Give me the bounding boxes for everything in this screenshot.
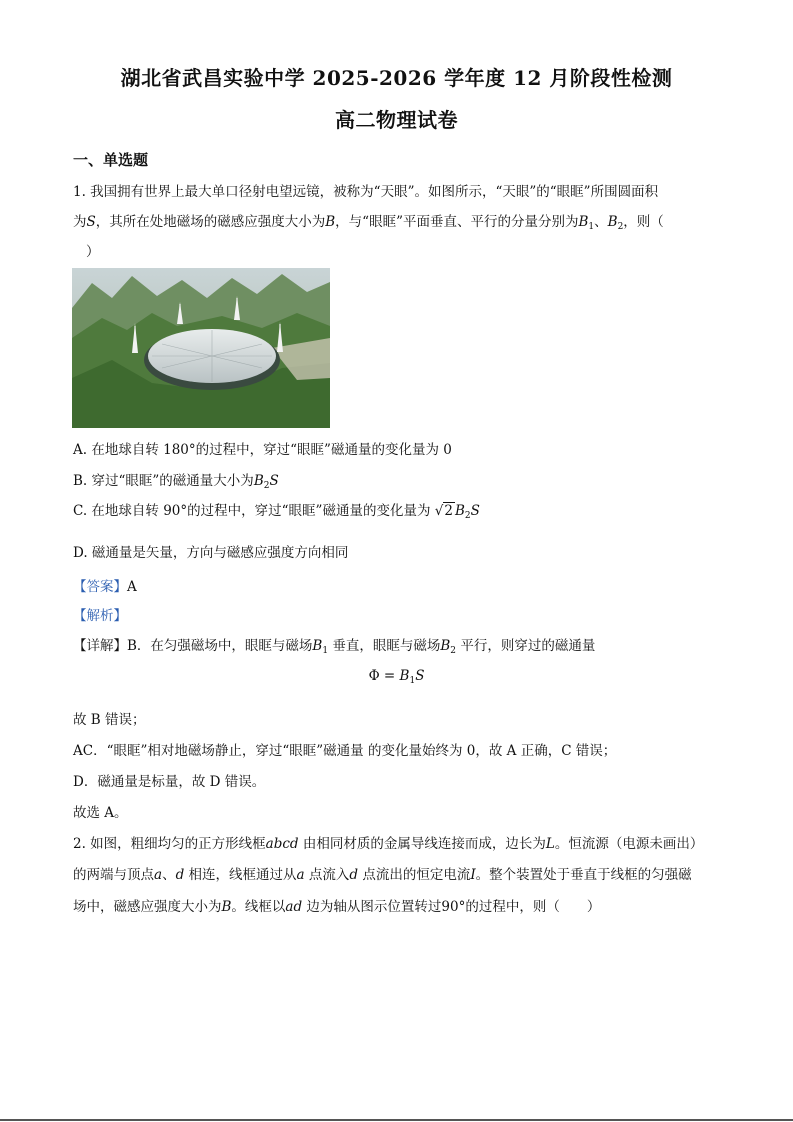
q2-stem-line1: 2. 如图，粗细均匀的正方形线框abcd 由相同材质的金属导线连接而成，边长为L。恒流源（电源未画出） bbox=[73, 836, 704, 852]
page-title: 湖北省武昌实验中学 2025-2026 学年度 12 月阶段性检测 bbox=[120, 66, 673, 90]
q1-stem-line1: 1. 我国拥有世界上最大单口径射电望远镜，被称为“天眼”。如图所示，“天眼”的“眼眶”所围圆面积 bbox=[73, 184, 659, 200]
page-bottom-rule bbox=[0, 1119, 793, 1121]
q1-formula: $\Phi = B_1S$ bbox=[368, 668, 425, 686]
q1-stem-line3: ） bbox=[86, 244, 100, 260]
page-subtitle: 高二物理试卷 bbox=[335, 108, 458, 132]
q1-stem-line2: 为S，其所在处地磁场的磁感应强度大小为B，与“眼眶”平面垂直、平行的分量分别为$B_1$、$B_2$，则（ bbox=[73, 214, 664, 232]
q1-option-a: A. 在地球自转 180°的过程中，穿过“眼眶”磁通量的变化量为 0 bbox=[73, 442, 452, 458]
q1-option-c: C. 在地球自转 90°的过程中，穿过“眼眶”磁通量的变化量为 √2 $B_2S$ bbox=[73, 503, 480, 521]
q1-b-wrong: 故 B 错误； bbox=[73, 712, 146, 728]
q2-stem-line2: 的两端与顶点a、d 相连，线框通过从a 点流入d 点流出的恒定电流I。整个装置处于垂直于线框的匀强磁 bbox=[73, 867, 692, 883]
telescope-photo bbox=[72, 268, 330, 428]
q1-answer: 【答案】A bbox=[73, 579, 137, 595]
section-heading: 一、单选题 bbox=[73, 151, 149, 169]
q1-detail: 【详解】B．在匀强磁场中，眼眶与磁场$B_1$ 垂直，眼眶与磁场$B_2$ 平行，则穿过的磁通量 bbox=[73, 638, 596, 656]
q1-d-explanation: D．磁通量是标量，故 D 错误。 bbox=[73, 774, 266, 790]
sqrt-symbol: √2 bbox=[434, 503, 453, 519]
q1-conclusion: 故选 A。 bbox=[73, 805, 128, 821]
q1-ac-explanation: AC．“眼眶”相对地磁场静止，穿过“眼眶”磁通量 的变化量始终为 0，故 A 正确，C 错误； bbox=[73, 743, 617, 759]
fast-radio-telescope-photo-icon bbox=[72, 268, 330, 428]
q1-option-d: D. 磁通量是矢量，方向与磁感应强度方向相同 bbox=[73, 545, 349, 561]
q1-analysis-label: 【解析】 bbox=[73, 608, 127, 624]
q2-stem-line3: 场中，磁感应强度大小为B。线框以ad 边为轴从图示位置转过90°的过程中，则（ ） bbox=[73, 899, 601, 915]
q1-option-b: B. 穿过“眼眶”的磁通量大小为$B_2S$ bbox=[73, 473, 279, 491]
